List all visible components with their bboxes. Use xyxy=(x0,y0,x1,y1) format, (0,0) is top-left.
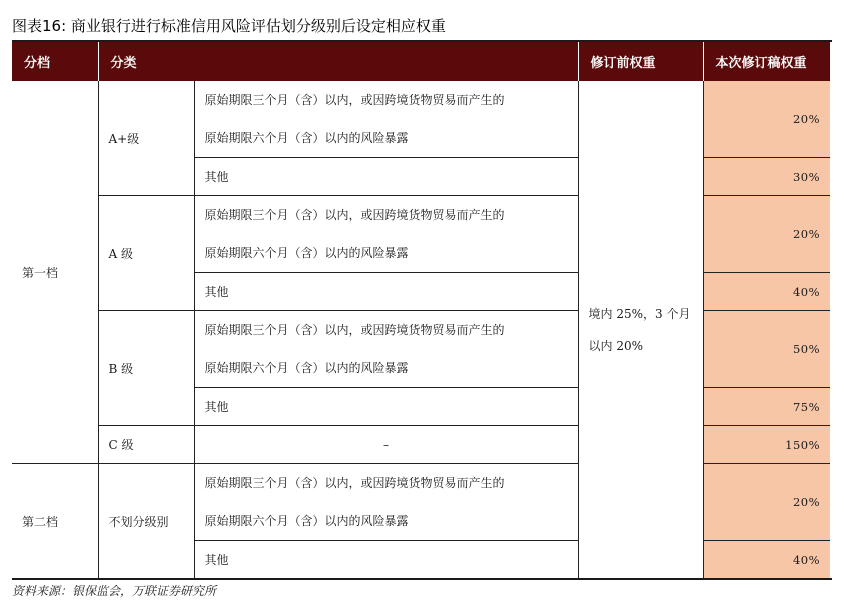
desc-cell xyxy=(194,464,578,541)
weight-cell: 75% xyxy=(703,388,830,426)
desc-line-2: 原始期限六个月（含）以内的风险暴露 xyxy=(204,361,409,375)
header-category: 分类 xyxy=(98,42,578,81)
other-cell: 其他 xyxy=(194,541,578,579)
source-note: 资料来源：银保监会，万联证券研究所 xyxy=(12,584,217,598)
weight-table xyxy=(12,42,830,579)
desc-cell xyxy=(194,311,578,388)
table-row xyxy=(12,311,830,388)
figure-title: 图表16: 商业银行进行标准信用风险评估划分级别后设定相应权重 xyxy=(12,17,446,35)
desc-line-2: 原始期限六个月（含）以内的风险暴露 xyxy=(204,514,409,528)
table-row xyxy=(12,464,830,541)
prior-weight-cell xyxy=(578,81,703,579)
weight-cell: 150% xyxy=(703,426,830,464)
prior-line-2: 以内 20% xyxy=(588,338,644,353)
weight-cell: 20% xyxy=(703,81,830,158)
header-revised-weight: 本次修订稿权重 xyxy=(703,42,830,81)
grade-a-cell: A 级 xyxy=(98,196,194,311)
weight-cell: 20% xyxy=(703,464,830,541)
other-cell: 其他 xyxy=(194,158,578,196)
weight-cell: 30% xyxy=(703,158,830,196)
table-row xyxy=(12,81,830,158)
grade-aplus-cell: A+级 xyxy=(98,81,194,196)
bottom-divider xyxy=(12,578,832,580)
table-row xyxy=(12,426,830,464)
desc-line-1: 原始期限三个月（含）以内，或因跨境货物贸易而产生的 xyxy=(204,476,505,490)
table-row xyxy=(12,196,830,273)
header-row xyxy=(12,42,830,81)
other-cell: 其他 xyxy=(194,273,578,311)
desc-cell xyxy=(194,196,578,273)
prior-line-1: 境内 25%，3 个月 xyxy=(588,306,691,321)
desc-line-2: 原始期限六个月（含）以内的风险暴露 xyxy=(204,131,409,145)
weight-cell: 20% xyxy=(703,196,830,273)
header-tier: 分档 xyxy=(12,42,98,81)
grade-c-cell: C 级 xyxy=(98,426,194,464)
desc-line-1: 原始期限三个月（含）以内，或因跨境货物贸易而产生的 xyxy=(204,93,505,107)
desc-line-1: 原始期限三个月（含）以内，或因跨境货物贸易而产生的 xyxy=(204,208,505,222)
tier2-cell: 第二档 xyxy=(12,464,98,579)
grade-unrated-cell: 不划分级别 xyxy=(98,464,194,579)
weight-cell: 40% xyxy=(703,273,830,311)
weight-cell: 50% xyxy=(703,311,830,388)
grade-b-cell: B 级 xyxy=(98,311,194,426)
dash-cell: – xyxy=(194,426,578,464)
desc-cell xyxy=(194,81,578,158)
other-cell: 其他 xyxy=(194,388,578,426)
desc-line-1: 原始期限三个月（含）以内，或因跨境货物贸易而产生的 xyxy=(204,323,505,337)
tier1-cell: 第一档 xyxy=(12,81,98,464)
desc-line-2: 原始期限六个月（含）以内的风险暴露 xyxy=(204,246,409,260)
header-prior-weight: 修订前权重 xyxy=(578,42,703,81)
weight-cell: 40% xyxy=(703,541,830,579)
